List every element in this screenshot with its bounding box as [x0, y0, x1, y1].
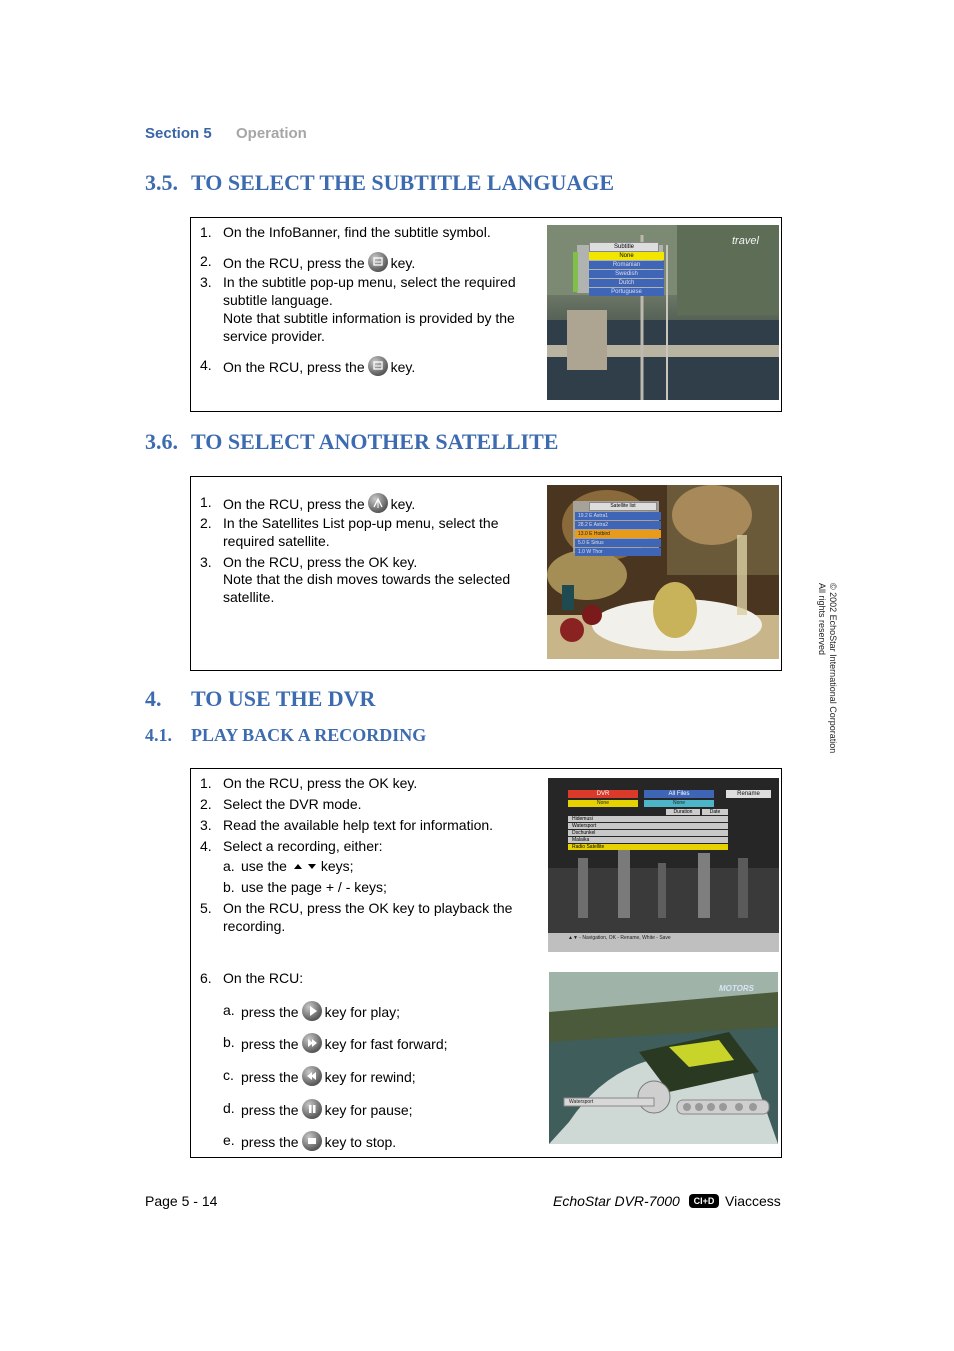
menu-item: Swedish [589, 270, 664, 278]
step-text: On the RCU, press the key. [223, 252, 533, 272]
sub-step-text: use the keys; [241, 858, 354, 874]
step-text: On the InfoBanner, find the subtitle symbol. [223, 224, 491, 240]
up-down-arrow-icon [293, 861, 319, 871]
step-number: 4. [200, 838, 212, 854]
menu-title: Subtitle [589, 242, 659, 252]
sub-step-text: press the key for fast forward; [241, 1033, 448, 1053]
menu-item: 5.0 E Sirius [575, 539, 661, 547]
step-number: 2. [200, 253, 212, 269]
heading-3-5 [145, 170, 745, 198]
step-number: 2. [200, 515, 212, 531]
sub-step-text: press the key for rewind; [241, 1066, 416, 1086]
menu-item: None [589, 252, 664, 260]
step-note: Note that subtitle information is provided by the service provider. [223, 310, 515, 344]
subtitle-key-icon [368, 252, 388, 272]
sub-step-letter: a. [223, 1002, 235, 1018]
recording-label: Watersport [569, 1099, 594, 1105]
dvr-tab: DVR [568, 790, 638, 798]
dvr-list-screenshot [548, 778, 779, 952]
satellite-key-icon [368, 493, 388, 513]
step-text: On the RCU, press the key. [223, 493, 533, 513]
step-number: 3. [200, 817, 212, 833]
channel-logo: travel [732, 235, 759, 247]
sub-step-letter: b. [223, 1034, 235, 1050]
fast-forward-icon [302, 1033, 322, 1053]
step-number: 1. [200, 775, 212, 791]
step-number: 3. [200, 274, 212, 290]
column-header: Date [702, 809, 728, 815]
satellite-menu-list [575, 512, 661, 556]
copyright-text: © 2002 EchoStar International Corporation All rights reserved [817, 583, 838, 754]
heading-4 [145, 686, 545, 714]
copyright-sidebar [808, 583, 848, 783]
brand-name: Viaccess [725, 1193, 781, 1209]
channel-logo: MOTORS [719, 984, 754, 993]
menu-item: 1.0 W Thor [575, 548, 661, 556]
heading-number: 3.6. [145, 429, 178, 454]
heading-number: 4. [145, 686, 162, 711]
step-text: On the RCU, press the key. [223, 356, 533, 376]
step-number: 2. [200, 796, 212, 812]
recording-row: Watersport [568, 823, 728, 829]
filter-box: None [568, 800, 638, 807]
sub-step-text: press the key for pause; [241, 1099, 413, 1119]
sub-step-letter: d. [223, 1100, 235, 1116]
step-number: 6. [200, 970, 212, 986]
heading-title: TO SELECT ANOTHER SATELLITE [191, 429, 559, 454]
rename-tab: Rename [726, 790, 771, 798]
heading-number: 3.5. [145, 170, 178, 195]
menu-item: Romanian [589, 261, 664, 269]
step-number: 1. [200, 494, 212, 510]
menu-item: Portuguese [589, 288, 664, 296]
help-text: ▲▼ - Navigation, OK - Rename, White - Save [568, 935, 671, 941]
heading-number: 4.1. [145, 725, 172, 745]
menu-sidebar-bar [573, 252, 578, 292]
sub-step-text: use the page + / - keys; [241, 879, 387, 895]
subtitle-key-icon [368, 356, 388, 376]
subtitle-menu-list [589, 252, 664, 296]
step-text: Read the available help text for information. [223, 817, 494, 833]
sub-step-letter: c. [223, 1067, 234, 1083]
step-text: Select a recording, either: [223, 838, 383, 854]
sub-step-text: press the key for play; [241, 1001, 400, 1021]
all-files-tab: All Files [644, 790, 714, 798]
playback-screenshot [549, 972, 778, 1144]
recording-row: Hidemusi [568, 816, 728, 822]
menu-item: 19.2 E Astra1 [575, 512, 661, 520]
rewind-icon [302, 1066, 322, 1086]
stop-icon [302, 1131, 322, 1151]
step-text: On the RCU: [223, 970, 304, 986]
subtitle-menu-screenshot [547, 225, 779, 400]
step-text: On the RCU, press the OK key to playback the recording. [223, 900, 513, 934]
recording-row: Malaika [568, 837, 728, 843]
play-icon [302, 1001, 322, 1021]
step-text: In the subtitle pop-up menu, select the required subtitle language. [223, 274, 516, 308]
satellite-steps-box [190, 476, 782, 671]
step-text: On the RCU, press the OK key. [223, 775, 418, 791]
step-text: In the Satellites List pop-up menu, select the required satellite. [223, 515, 499, 549]
heading-4-1 [145, 725, 545, 747]
section-label: Section 5 [145, 125, 212, 142]
menu-item: 13.0 E Hotbird [575, 530, 661, 538]
column-header: Duration [666, 809, 700, 815]
sub-step-letter: b. [223, 879, 235, 895]
menu-item: 28.2 E Astra2 [575, 521, 661, 529]
heading-3-6 [145, 429, 745, 457]
step-text: On the RCU, press the OK key. [223, 554, 418, 570]
step-note: Note that the dish moves towards the selected satellite. [223, 571, 511, 605]
sub-step-letter: a. [223, 858, 235, 874]
step-number: 4. [200, 357, 212, 373]
subtitle-steps-box [190, 217, 782, 412]
heading-title: PLAY BACK A RECORDING [191, 725, 427, 745]
sub-step-letter: e. [223, 1132, 235, 1148]
brand-logo: CI+D [689, 1194, 719, 1208]
satellite-list-screenshot [547, 485, 779, 659]
step-number: 3. [200, 554, 212, 570]
menu-title: Satellite list [589, 502, 657, 511]
chapter-label: Operation [236, 125, 307, 142]
playback-steps-box [190, 768, 782, 1158]
recording-list [568, 816, 728, 850]
product-name: EchoStar DVR-7000 [553, 1193, 680, 1209]
heading-title: TO SELECT THE SUBTITLE LANGUAGE [191, 170, 615, 195]
filter-box: None [644, 800, 714, 807]
menu-item: Dutch [589, 279, 664, 287]
sub-step-text: press the key to stop. [241, 1131, 396, 1151]
step-number: 5. [200, 900, 212, 916]
page-number: Page 5 - 14 [145, 1193, 218, 1209]
pause-icon [302, 1099, 322, 1119]
recording-row: Radio Satellite [568, 844, 728, 850]
step-number: 1. [200, 224, 212, 240]
step-text: Select the DVR mode. [223, 796, 362, 812]
heading-title: TO USE THE DVR [191, 686, 376, 711]
recording-row: Dschunkel [568, 830, 728, 836]
